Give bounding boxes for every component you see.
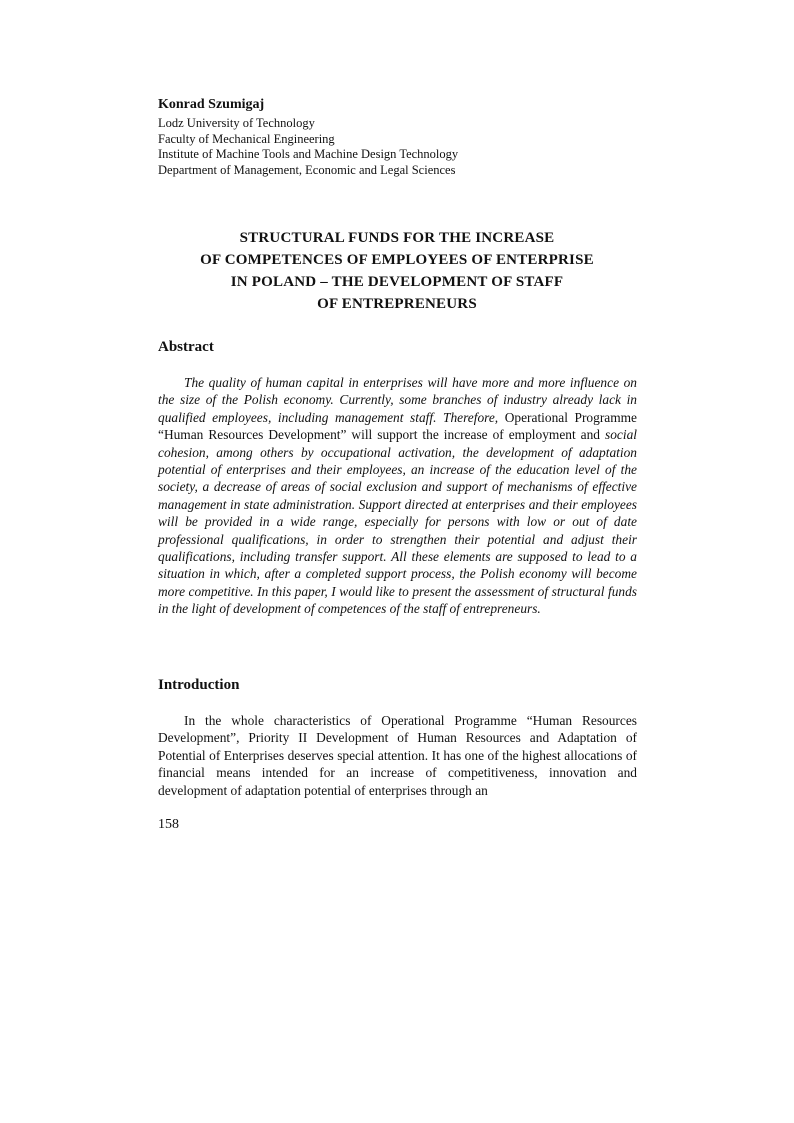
affiliation-university: Lodz University of Technology bbox=[158, 116, 315, 130]
affiliation-faculty: Faculty of Mechanical Engineering bbox=[158, 131, 335, 146]
title-line: OF COMPETENCES OF EMPLOYEES OF ENTERPRISE bbox=[200, 252, 594, 268]
introduction-heading: Introduction bbox=[158, 677, 240, 693]
title-line: STRUCTURAL FUNDS FOR THE INCREASE bbox=[239, 230, 555, 246]
introduction-text bbox=[158, 712, 637, 799]
abstract-text bbox=[158, 374, 637, 618]
affiliation-department: Department of Management, Economic and Legal Sciences bbox=[158, 162, 456, 177]
page-number: 158 bbox=[158, 817, 179, 832]
abstract-text-part2: Operational Programme “Human Resources Development” will support the increase of employment and bbox=[158, 409, 638, 443]
paper-title bbox=[110, 227, 684, 315]
title-line: OF ENTREPRENEURS bbox=[317, 296, 477, 312]
author-block bbox=[158, 96, 638, 178]
title-line: IN POLAND – THE DEVELOPMENT OF STAFF bbox=[230, 274, 564, 290]
abstract-text-part3: social cohesion, among others by occupational activation, the development of adaptation potential of enterprises and their employees, an increase of the education level of the society, a decrease of areas of social exclusion and support of mechanisms of effective management in state administration. Support directed at enterprises and their employees will be provided in a wide range, especially for persons with low or out of date professional qualifications, in order to strengthen their potential and adjust their qualifications, including transfer support. All these elements are supposed to lead to a situation in which, after a completed support process, the Polish economy will become more competitive. In this paper, I would like to present the assessment of structural funds in the light of development of competences of the staff of entrepreneurs. bbox=[158, 427, 637, 617]
abstract-text-part1: The quality of human capital in enterprises will have more and more influence on the size of the Polish economy. Currently, some branches of industry already lack in qualified employees, including management staff. Therefore, bbox=[158, 375, 637, 425]
affiliation-institute: Institute of Machine Tools and Machine Design Technology bbox=[158, 147, 459, 161]
author-name: Konrad Szumigaj bbox=[158, 97, 265, 112]
abstract-heading: Abstract bbox=[158, 339, 214, 355]
introduction-text-body: In the whole characteristics of Operational Programme “Human Resources Development”, Priority II Development of Human Resources and Adaptation of Potential of Enterprises deserves special attention. It has one of the highest allocations of financial means intended for an increase of competitiveness, innovation and development of adaptation potential of enterprises through an bbox=[158, 713, 637, 798]
